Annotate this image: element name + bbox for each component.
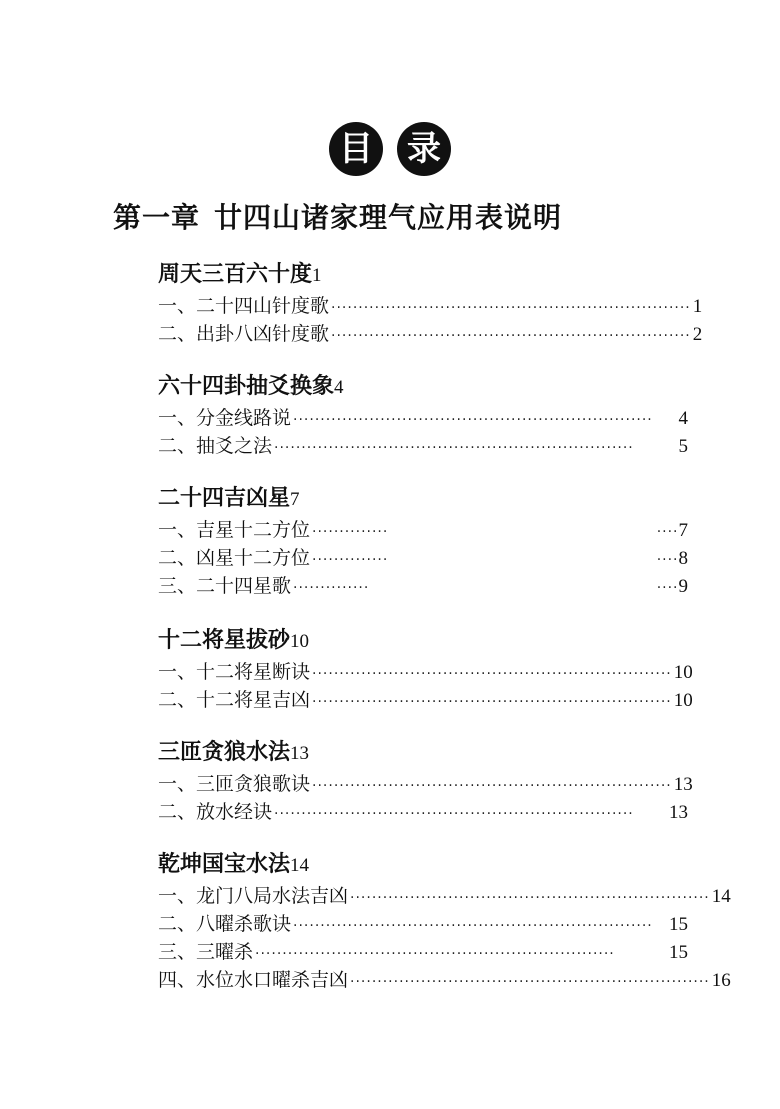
toc-entry[interactable] [158, 798, 688, 826]
section-heading[interactable] [158, 258, 688, 292]
entry-index: 一、 [158, 519, 197, 541]
entry-index: 二、 [158, 801, 197, 823]
toc-entry[interactable] [158, 544, 688, 572]
toc-entry[interactable] [158, 292, 703, 320]
dot-leader: ·································································· [331, 300, 691, 316]
dot-leader: ·············· [293, 580, 370, 596]
entry-index: 一、 [158, 773, 197, 795]
toc-entry[interactable] [158, 770, 693, 798]
section-page: 10 [290, 631, 310, 652]
toc-entry[interactable] [158, 910, 688, 938]
entry-page: 13 [673, 774, 693, 795]
toc-entry[interactable] [158, 320, 703, 348]
entry-page: 15 [669, 914, 688, 935]
dot-leader: ·································································· [274, 806, 634, 822]
entry-text: 二十四山针度歌 [196, 295, 330, 317]
entry-index: 二、 [158, 689, 197, 711]
dot-leader: ·································································· [293, 412, 653, 428]
entry-page: 10 [673, 662, 693, 683]
dot-leader: ·································································· [350, 974, 710, 990]
entry-text: 水位水口曜杀吉凶 [196, 969, 349, 991]
entry-index: 一、 [158, 295, 197, 317]
toc-section [158, 736, 693, 826]
entry-text: 十二将星断诀 [196, 661, 311, 683]
entry-page: 8 [678, 548, 688, 569]
entry-page: 2 [692, 324, 703, 345]
section-title: 十二将星拔砂 [158, 628, 291, 653]
dot-leader: ·································································· [350, 890, 710, 906]
entry-index: 四、 [158, 969, 197, 991]
toc-entry[interactable] [158, 966, 731, 994]
section-page: 14 [290, 855, 310, 876]
section-heading[interactable] [158, 370, 688, 404]
section-title: 周天三百六十度 [158, 262, 313, 287]
entry-page: 15 [669, 942, 688, 963]
title-char: 录 [397, 122, 451, 176]
toc-entry[interactable] [158, 882, 731, 910]
section-page: 4 [334, 377, 344, 398]
entry-index: 二、 [158, 913, 197, 935]
entry-text: 八曜杀歌诀 [196, 913, 292, 935]
dot-leader: ·································································· [255, 946, 615, 962]
entry-text: 分金线路说 [196, 407, 292, 429]
entry-text: 三曜杀 [196, 941, 254, 963]
chapter-heading [113, 196, 562, 236]
dot-leader: ···· [656, 552, 679, 568]
entry-index: 三、 [158, 575, 197, 597]
chapter-label: 第一章 [113, 201, 201, 234]
entry-page: 5 [678, 436, 688, 457]
toc-section [158, 370, 688, 460]
dot-leader: ·············· [312, 524, 389, 540]
section-heading[interactable] [158, 736, 688, 770]
entry-text: 龙门八局水法吉凶 [196, 885, 349, 907]
section-heading[interactable] [158, 482, 688, 516]
entry-page: 7 [678, 520, 688, 541]
entry-text: 十二将星吉凶 [196, 689, 311, 711]
dot-leader: ·································································· [274, 440, 634, 456]
entry-index: 一、 [158, 407, 197, 429]
entry-index: 二、 [158, 323, 197, 345]
toc-entry[interactable] [158, 404, 688, 432]
entry-text: 出卦八凶针度歌 [196, 323, 330, 345]
section-heading[interactable] [158, 848, 688, 882]
page-title [0, 122, 780, 176]
dot-leader: ···· [656, 580, 679, 596]
toc-entry[interactable] [158, 938, 688, 966]
section-page: 1 [312, 265, 322, 286]
entry-page: 9 [678, 576, 688, 597]
entry-page: 16 [711, 970, 731, 991]
entry-page: 10 [673, 690, 693, 711]
toc-entry[interactable] [158, 686, 693, 714]
section-page: 7 [290, 489, 300, 510]
dot-leader: ·································································· [312, 778, 672, 794]
section-heading[interactable] [158, 624, 688, 658]
entry-page: 13 [669, 802, 688, 823]
toc-section [158, 848, 731, 994]
entry-text: 二十四星歌 [196, 575, 292, 597]
entry-page: 4 [678, 408, 688, 429]
dot-leader: ·································································· [293, 918, 653, 934]
entry-index: 三、 [158, 941, 197, 963]
entry-index: 二、 [158, 435, 197, 457]
dot-leader: ·································································· [312, 694, 672, 710]
toc-section [158, 624, 693, 714]
entry-text: 凶星十二方位 [196, 547, 311, 569]
entry-text: 吉星十二方位 [196, 519, 311, 541]
section-title: 乾坤国宝水法 [158, 852, 291, 877]
section-page: 13 [290, 743, 310, 764]
entry-index: 一、 [158, 661, 197, 683]
entry-text: 抽爻之法 [196, 435, 273, 457]
toc-entry[interactable] [158, 516, 688, 544]
toc-section [158, 482, 688, 600]
section-title: 六十四卦抽爻换象 [158, 374, 335, 399]
entry-page: 14 [711, 886, 731, 907]
section-title: 三匝贪狼水法 [158, 740, 291, 765]
entry-text: 三匝贪狼歌诀 [196, 773, 311, 795]
chapter-title: 廿四山诸家理气应用表说明 [214, 201, 563, 234]
entry-page: 1 [692, 296, 703, 317]
entry-index: 二、 [158, 547, 197, 569]
toc-entry[interactable] [158, 432, 688, 460]
dot-leader: ·············· [312, 552, 389, 568]
title-char: 目 [329, 122, 383, 176]
toc-entry[interactable] [158, 572, 688, 600]
section-title: 二十四吉凶星 [158, 486, 291, 511]
toc-entry[interactable] [158, 658, 693, 686]
dot-leader: ···· [656, 524, 679, 540]
dot-leader: ·································································· [331, 328, 691, 344]
dot-leader: ·································································· [312, 666, 672, 682]
entry-index: 一、 [158, 885, 197, 907]
entry-text: 放水经诀 [196, 801, 273, 823]
toc-section [158, 258, 703, 348]
